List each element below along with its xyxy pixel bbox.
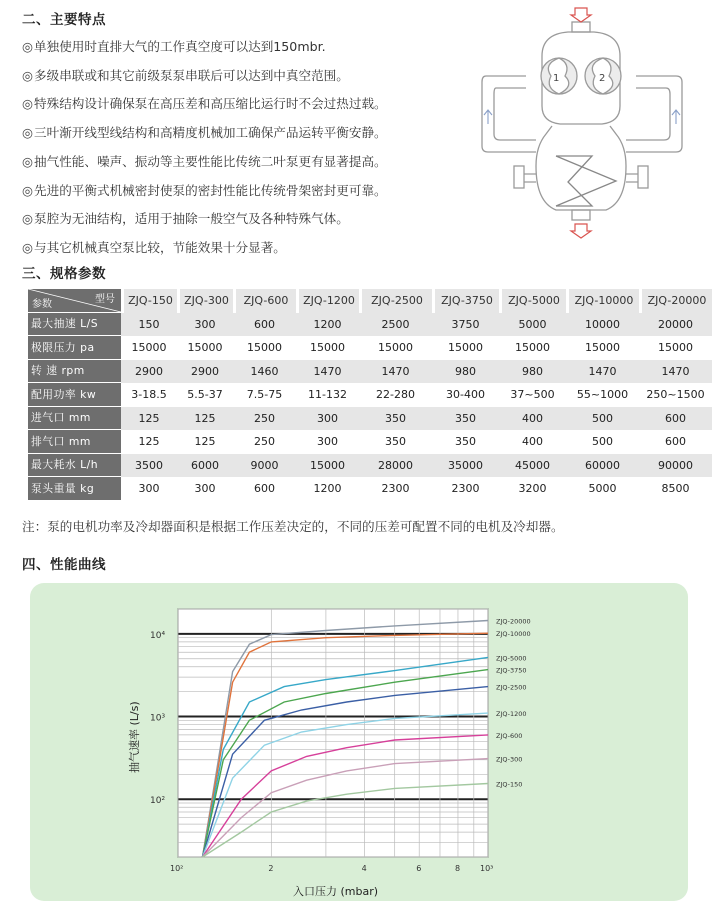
- table-cell: 3200: [518, 482, 547, 496]
- series-label: ZJQ-10000: [496, 630, 531, 639]
- table-cell: 150: [121, 313, 177, 337]
- spec-table-corner: [28, 289, 121, 313]
- table-cell: 400: [499, 407, 566, 431]
- table-cell: 500: [592, 435, 613, 449]
- table-cell: 28000: [359, 454, 432, 478]
- table-cell: 600: [233, 313, 296, 337]
- bullet-icon: ◎: [22, 153, 33, 169]
- spec-table: [28, 289, 712, 501]
- table-cell: 8500: [661, 482, 690, 496]
- column-header-model: ZJQ-150: [121, 289, 177, 313]
- feature-item: [22, 90, 492, 119]
- table-cell: 350: [432, 407, 499, 431]
- table-cell: 15000: [131, 341, 167, 355]
- feature-text: 泵腔为无油结构，适用于抽除一般空气及各种特殊气体。: [34, 211, 349, 227]
- table-cell: 125: [121, 407, 177, 431]
- rotor-label-2: 2: [599, 73, 606, 84]
- table-cell: 35000: [432, 454, 499, 478]
- table-cell: 7.5-75: [246, 388, 283, 402]
- column-header-model: ZJQ-3750: [432, 289, 499, 313]
- series-label: ZJQ-150: [496, 780, 523, 789]
- inlet-arrow-icon: [571, 8, 591, 22]
- table-cell: 60000: [566, 454, 639, 478]
- table-cell: 300: [138, 482, 160, 496]
- feature-text: 抽气性能、噪声、振动等主要性能比传统二叶泵更有显著提高。: [34, 153, 387, 169]
- table-cell: 2500: [359, 313, 432, 337]
- table-cell: 600: [254, 482, 275, 496]
- table-cell: 1200: [296, 313, 359, 337]
- table-cell: 9000: [233, 454, 296, 478]
- table-cell: 15000: [187, 341, 223, 355]
- row-header-param: 转 速 rpm: [28, 360, 121, 384]
- table-cell: 125: [177, 407, 233, 431]
- table-cell: 6000: [177, 454, 233, 478]
- table-cell: 15000: [296, 454, 359, 478]
- x-tick-label: 6: [416, 864, 422, 873]
- table-cell: 250: [254, 435, 275, 449]
- table-cell: 350: [455, 435, 476, 449]
- bullet-icon: ◎: [22, 96, 33, 112]
- table-cell: 22-280: [376, 388, 415, 402]
- series-label: ZJQ-600: [496, 731, 523, 740]
- bullet-icon: ◎: [22, 239, 33, 255]
- table-row: [28, 336, 712, 360]
- table-cell: 5.5-37: [187, 388, 223, 402]
- row-header-param: 排气口 mm: [28, 430, 121, 454]
- x-tick-label: 4: [361, 864, 367, 873]
- table-cell: 1470: [566, 360, 639, 384]
- section-title-specs: 三、规格参数: [22, 266, 106, 282]
- flow-arrow-left-icon: [484, 110, 492, 124]
- table-cell: 15000: [448, 341, 483, 355]
- table-cell: 10000: [566, 313, 639, 337]
- table-cell: 2900: [121, 360, 177, 384]
- column-header-model: ZJQ-600: [233, 289, 296, 313]
- table-cell: 125: [194, 435, 216, 449]
- table-cell: 600: [665, 435, 686, 449]
- series-label: ZJQ-2500: [496, 683, 527, 692]
- table-cell: 1470: [639, 360, 712, 384]
- column-header-model: ZJQ-300: [177, 289, 233, 313]
- series-label: ZJQ-3750: [496, 666, 527, 675]
- feature-item: [22, 33, 492, 62]
- table-cell: 45000: [499, 454, 566, 478]
- table-cell: 20000: [639, 313, 712, 337]
- table-cell: 2300: [451, 482, 480, 496]
- table-row: [28, 360, 712, 384]
- table-cell: 15000: [658, 341, 693, 355]
- feature-item: [22, 234, 492, 263]
- row-header-param: 配用功率 kw: [28, 383, 121, 407]
- table-cell: 11-132: [308, 388, 347, 402]
- table-cell: 2900: [177, 360, 233, 384]
- table-cell: 250~1500: [646, 388, 705, 402]
- row-header-param: 最大耗水 L/h: [28, 454, 121, 478]
- feature-text: 与其它机械真空泵比较，节能效果十分显著。: [34, 239, 286, 255]
- table-cell: 400: [522, 435, 543, 449]
- table-cell: 300: [177, 313, 233, 337]
- y-tick-label: 10⁴: [150, 630, 166, 641]
- table-cell: 300: [317, 435, 338, 449]
- feature-list: [22, 33, 492, 263]
- table-cell: 1470: [359, 360, 432, 384]
- table-row: [28, 454, 712, 478]
- table-cell: 250: [233, 407, 296, 431]
- column-header-model: ZJQ-5000: [499, 289, 566, 313]
- corner-label-param: 参数: [32, 298, 52, 310]
- table-cell: 3750: [432, 313, 499, 337]
- performance-chart: [30, 583, 688, 901]
- feature-item: [22, 119, 492, 148]
- row-header-param: 极限压力 pa: [28, 336, 121, 360]
- table-cell: 15000: [378, 341, 413, 355]
- table-cell: 980: [499, 360, 566, 384]
- table-cell: 55~1000: [576, 388, 629, 402]
- table-cell: 2300: [381, 482, 410, 496]
- feature-text: 多级串联或和其它前级泵泵串联后可以达到中真空范围。: [34, 67, 349, 83]
- series-label: ZJQ-5000: [496, 654, 527, 663]
- table-cell: 37~500: [510, 388, 555, 402]
- column-header-model: ZJQ-2500: [359, 289, 432, 313]
- table-cell: 15000: [585, 341, 620, 355]
- row-header-param: 最大抽速 L/S: [28, 313, 121, 337]
- table-cell: 5000: [588, 482, 617, 496]
- bullet-icon: ◎: [22, 211, 33, 227]
- feature-text: 单独使用时直排大气的工作真空度可以达到150mbr.: [34, 39, 326, 54]
- table-cell: 15000: [247, 341, 282, 355]
- x-tick-label: 10³: [480, 864, 494, 873]
- feature-item: [22, 148, 492, 177]
- table-cell: 5000: [499, 313, 566, 337]
- section-title-curves: 四、性能曲线: [22, 557, 106, 573]
- corner-label-model: 型号: [95, 294, 115, 305]
- chart-panel: [30, 583, 688, 901]
- y-tick-label: 10³: [150, 713, 166, 724]
- section-title-features: 二、主要特点: [22, 12, 106, 28]
- table-cell: 15000: [515, 341, 550, 355]
- table-cell: 980: [432, 360, 499, 384]
- series-label: ZJQ-1200: [496, 710, 527, 719]
- x-tick-label: 2: [268, 864, 274, 873]
- bullet-icon: ◎: [22, 182, 33, 198]
- row-header-param: 进气口 mm: [28, 407, 121, 431]
- table-cell: 1200: [313, 482, 342, 496]
- table-cell: 300: [194, 482, 216, 496]
- table-cell: 3-18.5: [131, 388, 167, 402]
- table-row: [28, 477, 712, 501]
- column-header-model: ZJQ-1200: [296, 289, 359, 313]
- table-row: [28, 430, 712, 454]
- table-cell: 1460: [233, 360, 296, 384]
- table-cell: 3500: [121, 454, 177, 478]
- y-tick-label: 10²: [150, 796, 166, 807]
- feature-text: 三叶渐开线型线结构和高精度机械加工确保产品运转平衡安静。: [34, 125, 387, 141]
- table-cell: 500: [566, 407, 639, 431]
- bullet-icon: ◎: [22, 39, 33, 54]
- bullet-icon: ◎: [22, 67, 33, 83]
- outlet-arrow-icon: [571, 224, 591, 238]
- table-cell: 300: [296, 407, 359, 431]
- column-header-model: ZJQ-10000: [566, 289, 639, 313]
- table-cell: 125: [138, 435, 160, 449]
- table-cell: 30-400: [446, 388, 485, 402]
- table-cell: 600: [639, 407, 712, 431]
- feature-text: 先进的平衡式机械密封使泵的密封性能比传统骨架密封更可靠。: [34, 182, 387, 198]
- feature-item: [22, 205, 492, 234]
- feature-item: [22, 62, 492, 91]
- flow-arrow-right-icon: [672, 110, 680, 124]
- column-header-model: ZJQ-20000: [639, 289, 712, 313]
- table-cell: 350: [359, 407, 432, 431]
- x-axis-label: 入口压力 (mbar): [293, 885, 379, 898]
- table-cell: 350: [385, 435, 406, 449]
- series-label: ZJQ-300: [496, 755, 523, 764]
- x-tick-label: 8: [454, 864, 461, 873]
- series-label: ZJQ-20000: [496, 617, 531, 626]
- row-header-param: 泵头重量 kg: [28, 477, 121, 501]
- rotor-label-1: 1: [553, 73, 560, 84]
- feature-item: [22, 177, 492, 206]
- pump-diagram: [456, 6, 706, 246]
- table-cell: 15000: [310, 341, 345, 355]
- spec-note: 注：泵的电机功率及冷却器面积是根据工作压差决定的，不同的压差可配置不同的电机及冷却器。: [22, 519, 564, 534]
- table-row: [28, 407, 712, 431]
- bullet-icon: ◎: [22, 125, 33, 141]
- table-row: [28, 383, 712, 407]
- feature-text: 特殊结构设计确保泵在高压差和高压缩比运行时不会过热过载。: [34, 96, 387, 112]
- table-cell: 90000: [639, 454, 712, 478]
- table-row: [28, 313, 712, 337]
- y-axis-label: 抽气速率 (L/s): [128, 701, 141, 773]
- table-cell: 1470: [296, 360, 359, 384]
- x-tick-label: 10²: [170, 864, 184, 873]
